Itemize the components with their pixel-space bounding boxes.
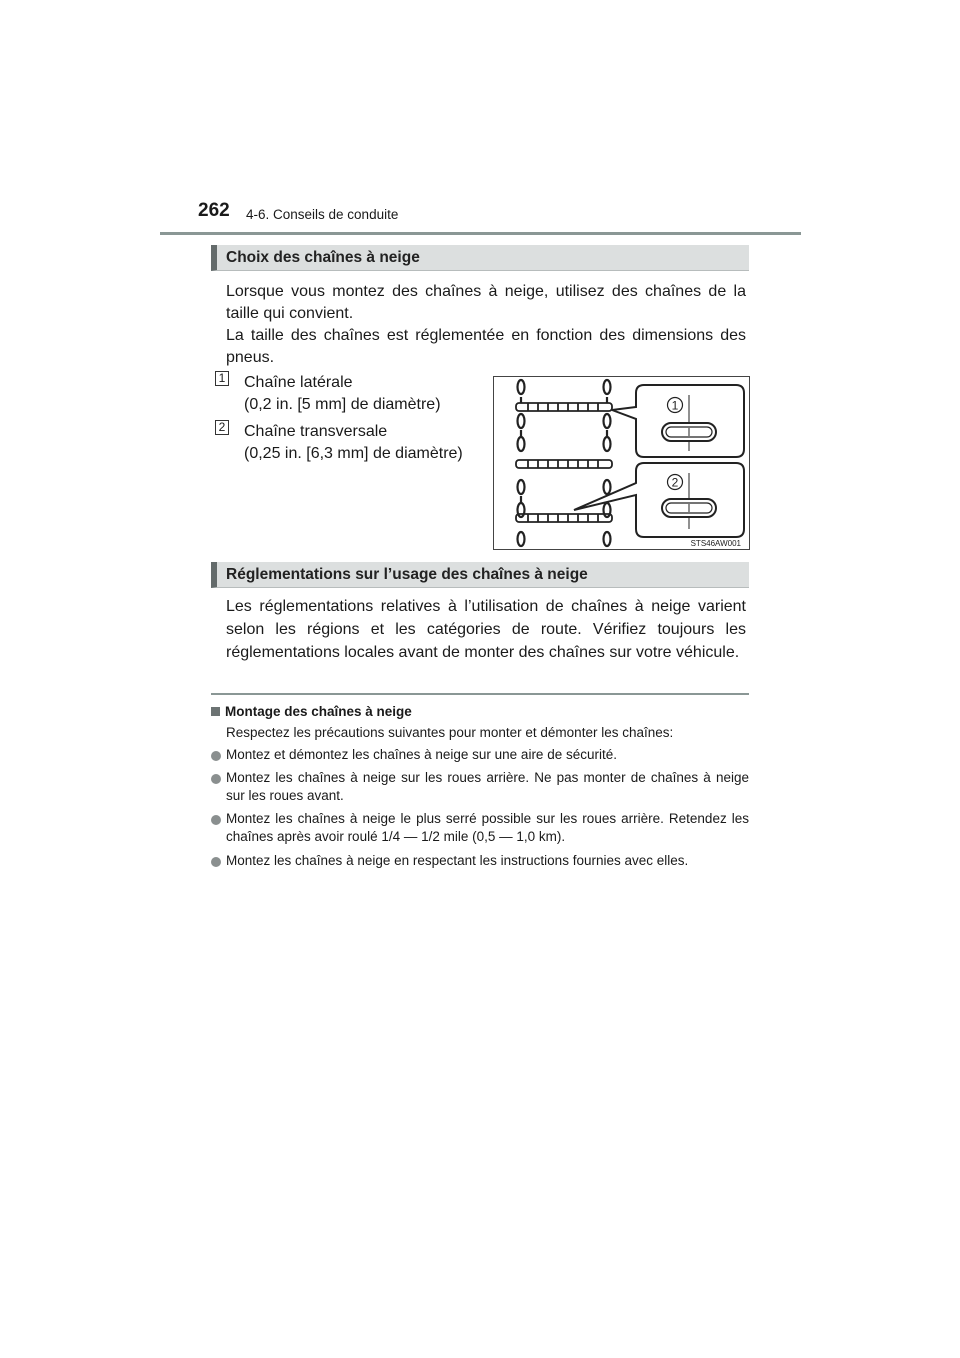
cross-chain-bottom [516,514,612,522]
notes-divider [211,693,749,695]
callout-cross-chain [574,463,744,537]
list-item-text: Montez les chaînes à neige sur les roues arrière. Ne pas monter de chaînes à neige sur les roues avant. [226,770,749,803]
section-title: Choix des chaînes à neige [226,249,420,266]
illustration-code: STS46AW001 [690,539,741,548]
section-header-snow-chain-choice [211,245,749,271]
section1-paragraph-line2: La taille des chaînes est réglementée en fonction des dimensions des pneus. [226,327,746,366]
snow-chain-drawing [494,377,749,549]
section1-paragraph-line1: Lorsque vous montez des chaînes à neige, utilisez des chaînes de la taille qui convient. [226,283,746,322]
list-item-text: Montez les chaînes à neige en respectant les instructions fournies avec elles. [226,853,689,868]
notes-heading-text: Montage des chaînes à neige [225,704,412,719]
section1-paragraph [226,281,746,369]
square-bullet-icon [211,707,220,716]
snow-chain-illustration [493,376,750,550]
list-item-text: Montez et démontez les chaînes à neige sur une aire de sécurité. [226,747,617,762]
callout-label-1: 1 [671,398,679,413]
bullet-dot-icon [211,774,221,784]
notes-heading [211,704,412,719]
section2-paragraph: Les réglementations relatives à l’utilisation de chaînes à neige varient selon les régions et les catégories de route. Vérifiez toujours les réglementations locales avant de monter des chaînes sur votre véhicule. [226,598,746,661]
item-number-badge: 2 [215,420,229,435]
page-number: 262 [198,200,230,221]
item-label: Chaîne transversale [244,423,388,440]
cross-chain-top [516,403,612,411]
list-item-text: Montez les chaînes à neige le plus serré possible sur les roues arrière. Retendez les chaînes après avoir roulé 1/4 — 1/2 mile (0,5 — 1,0 km). [226,811,749,844]
section-title: Réglementations sur l’usage des chaînes à neige [226,566,588,583]
item-detail: (0,2 in. [5 mm] de diamètre) [244,396,441,413]
section-header-regulations [211,562,749,588]
item-cross-chain [244,421,463,465]
item-side-chain [244,372,441,416]
cross-chain-middle [516,460,612,468]
notes-intro: Respectez les précautions suivantes pour monter et démonter les chaînes: [226,725,674,740]
header-divider [160,232,801,235]
chapter-title: 4-6. Conseils de conduite [246,207,399,222]
callout-label-2: 2 [671,475,679,490]
callout-side-chain [612,385,744,457]
bullet-dot-icon [211,751,221,761]
item-label: Chaîne latérale [244,374,353,391]
item-number-badge: 1 [215,371,229,386]
bullet-dot-icon [211,815,221,825]
bullet-dot-icon [211,857,221,867]
item-detail: (0,25 in. [6,3 mm] de diamètre) [244,445,463,462]
